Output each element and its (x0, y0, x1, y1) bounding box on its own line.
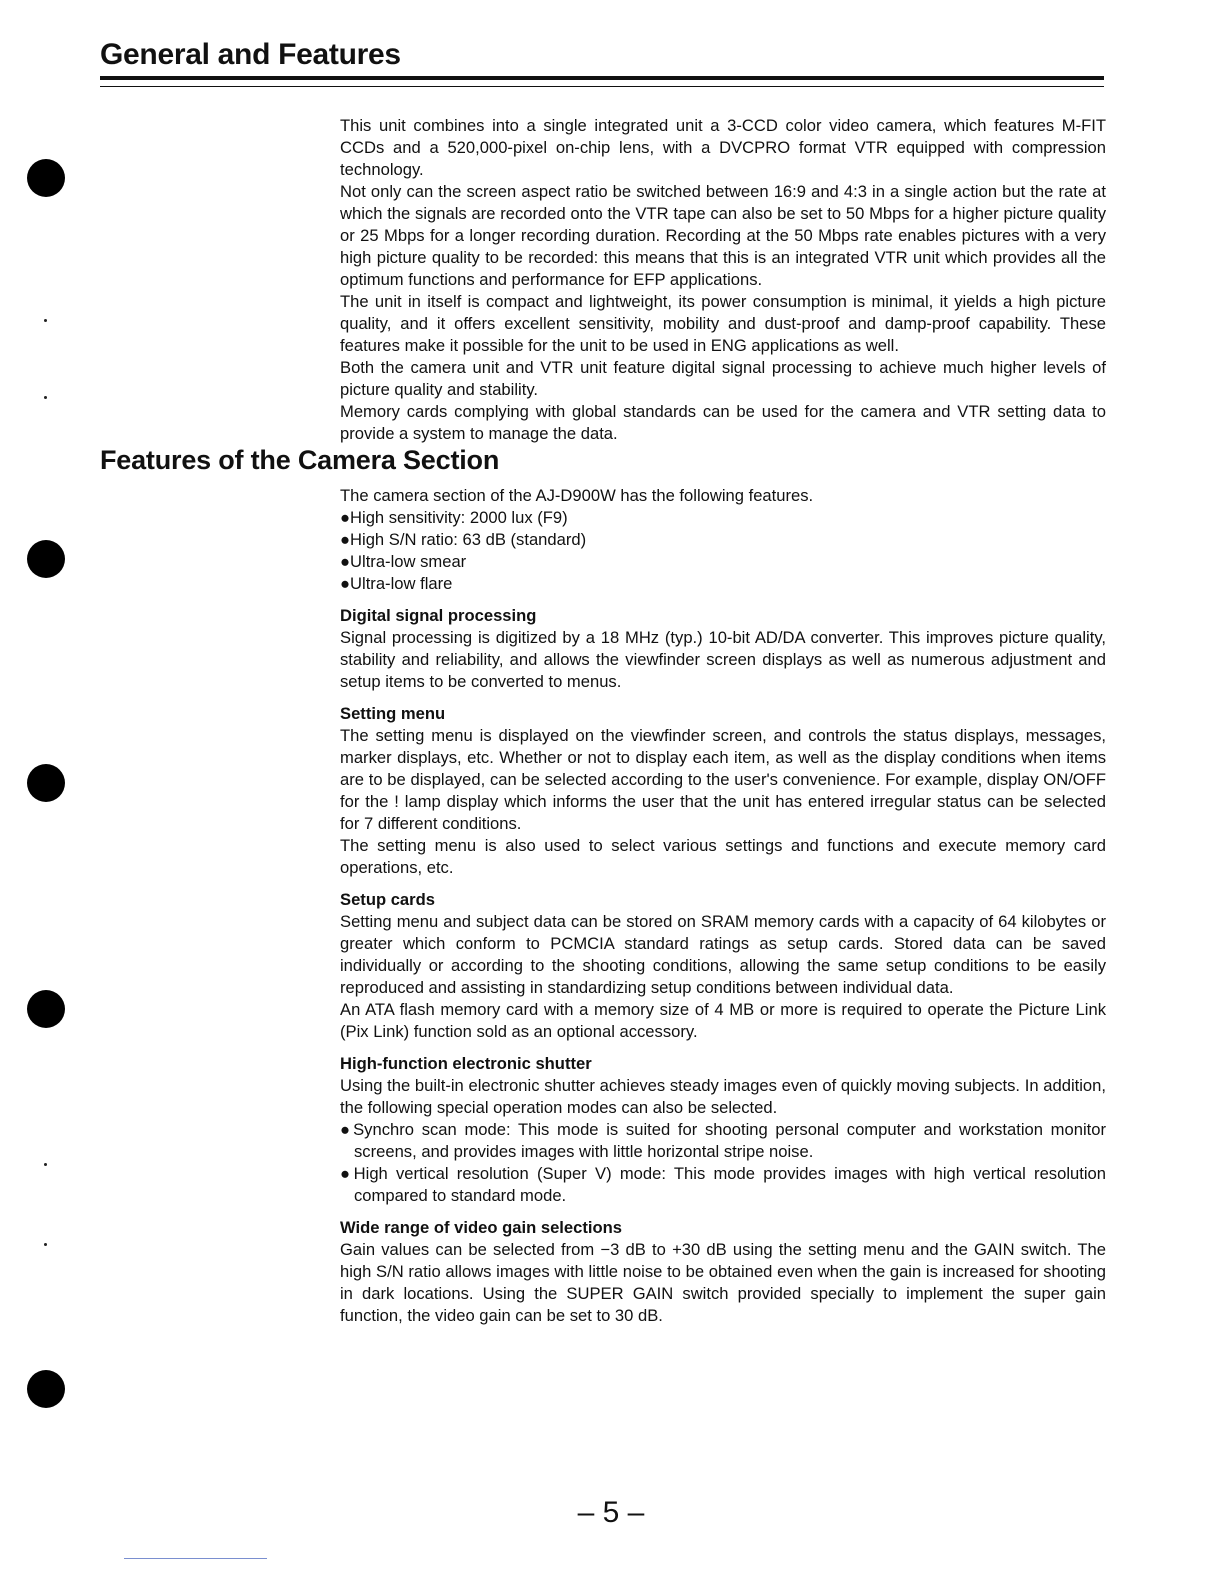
scan-speck (44, 1243, 47, 1246)
general-paragraph-4: Both the camera unit and VTR unit feature digital signal processing to achieve much higher levels of picture quality and stability. (340, 358, 1106, 399)
setting-menu-text-1: The setting menu is displayed on the viewfinder screen, and controls the status displays, messages, marker displays, etc. Whether or not to display each item, as well as the display conditions when items are to be displayed, can be selected according to the user's convenience. For example, display ON/OFF for the ! lamp display which informs the user that the unit has entered irregular status can be selected for 7 different conditions. (340, 726, 1106, 833)
binder-hole (27, 990, 65, 1028)
feature-bullet: ●High S/N ratio: 63 dB (standard) (340, 530, 587, 549)
digital-text: Signal processing is digitized by a 18 MHz (typ.) 10-bit AD/DA converter. This improves picture quality, stability and reliability, and allows the viewfinder screen displays as well as numerous adjustment and setup items to be converted to menus. (340, 628, 1106, 691)
general-paragraph-1: This unit combines into a single integrated unit a 3-CCD color video camera, which features M-FIT CCDs and a 520,000-pixel on-chip lens, with a DVCPRO format VTR equipped with compression technology. (340, 116, 1106, 179)
camera-section (340, 485, 1106, 1327)
general-paragraph-2: Not only can the screen aspect ratio be switched between 16:9 and 4:3 in a single action but the rate at which the signals are recorded onto the VTR tape can also be set to 50 Mbps for a higher picture quality or 25 Mbps for a longer recording duration. Recording at the 50 Mbps rate enables pictures with a very high picture quality to be recorded: this means that this is an integrated VTR unit which provides all the optimum functions and performance for EFP applications. (340, 182, 1106, 289)
title-rule-thin (100, 86, 1104, 87)
camera-section-title: Features of the Camera Section (100, 445, 500, 475)
setup-cards-text-1: Setting menu and subject data can be stored on SRAM memory cards with a capacity of 64 kilobytes or greater which conform to PCMCIA standard ratings as setup cards. Stored data can be saved individually or according to the shooting conditions, allowing the same setup conditions to be easily reproduced and assisting in standardizing setup conditions between individual data. (340, 912, 1106, 997)
scan-speck (44, 1163, 47, 1166)
binder-hole (27, 540, 65, 578)
gain-text: Gain values can be selected from −3 dB to +30 dB using the setting menu and the GAIN switch. The high S/N ratio allows images with little noise to be obtained even when the gain is increased for shooting in dark locations. Using the SUPER GAIN switch provided specially to implement the super gain function, the video gain can be set to 30 dB. (340, 1240, 1106, 1325)
binder-hole (27, 1370, 65, 1408)
setup-cards-text-2: An ATA flash memory card with a memory size of 4 MB or more is required to operate the Picture Link (Pix Link) function sold as an optional accessory. (340, 1000, 1106, 1041)
scan-speck (44, 396, 47, 399)
camera-intro: The camera section of the AJ-D900W has the following features. (340, 486, 814, 505)
feature-bullet: ●Ultra-low flare (340, 574, 453, 593)
shutter-text: Using the built-in electronic shutter achieves steady images even of quickly moving subjects. In addition, the following special operation modes can also be selected. (340, 1076, 1106, 1117)
title-rule-thick (100, 76, 1104, 80)
feature-bullet: ●High sensitivity: 2000 lux (F9) (340, 508, 568, 527)
shutter-bullet: ●High vertical resolution (Super V) mode: This mode provides images with high vertical resolution compared to standard mode. (340, 1164, 1106, 1205)
general-section (340, 115, 1106, 445)
setting-menu-text-2: The setting menu is also used to select various settings and functions and execute memory card operations, etc. (340, 836, 1106, 877)
scan-speck (44, 319, 47, 322)
page-number: – 5 – (577, 1496, 645, 1529)
setup-cards-heading: Setup cards (340, 890, 435, 909)
binder-hole (27, 764, 65, 802)
general-paragraph-5: Memory cards complying with global standards can be used for the camera and VTR setting data to provide a system to manage the data. (340, 402, 1106, 443)
shutter-bullet: ●Synchro scan mode: This mode is suited for shooting personal computer and workstation monitor screens, and provides images with little horizontal stripe noise. (340, 1120, 1106, 1161)
digital-heading: Digital signal processing (340, 606, 537, 625)
feature-bullet: ●Ultra-low smear (340, 552, 467, 571)
page-title: General and Features (100, 38, 401, 71)
gain-heading: Wide range of video gain selections (340, 1218, 623, 1237)
shutter-heading: High-function electronic shutter (340, 1054, 592, 1073)
general-paragraph-3: The unit in itself is compact and lightweight, its power consumption is minimal, it yields a high picture quality, and it offers excellent sensitivity, mobility and dust-proof and damp-proof capability. These features make it possible for the unit to be used in ENG applications as well. (340, 292, 1106, 355)
setting-menu-heading: Setting menu (340, 704, 446, 723)
footer-line (124, 1558, 267, 1559)
binder-hole (27, 159, 65, 197)
